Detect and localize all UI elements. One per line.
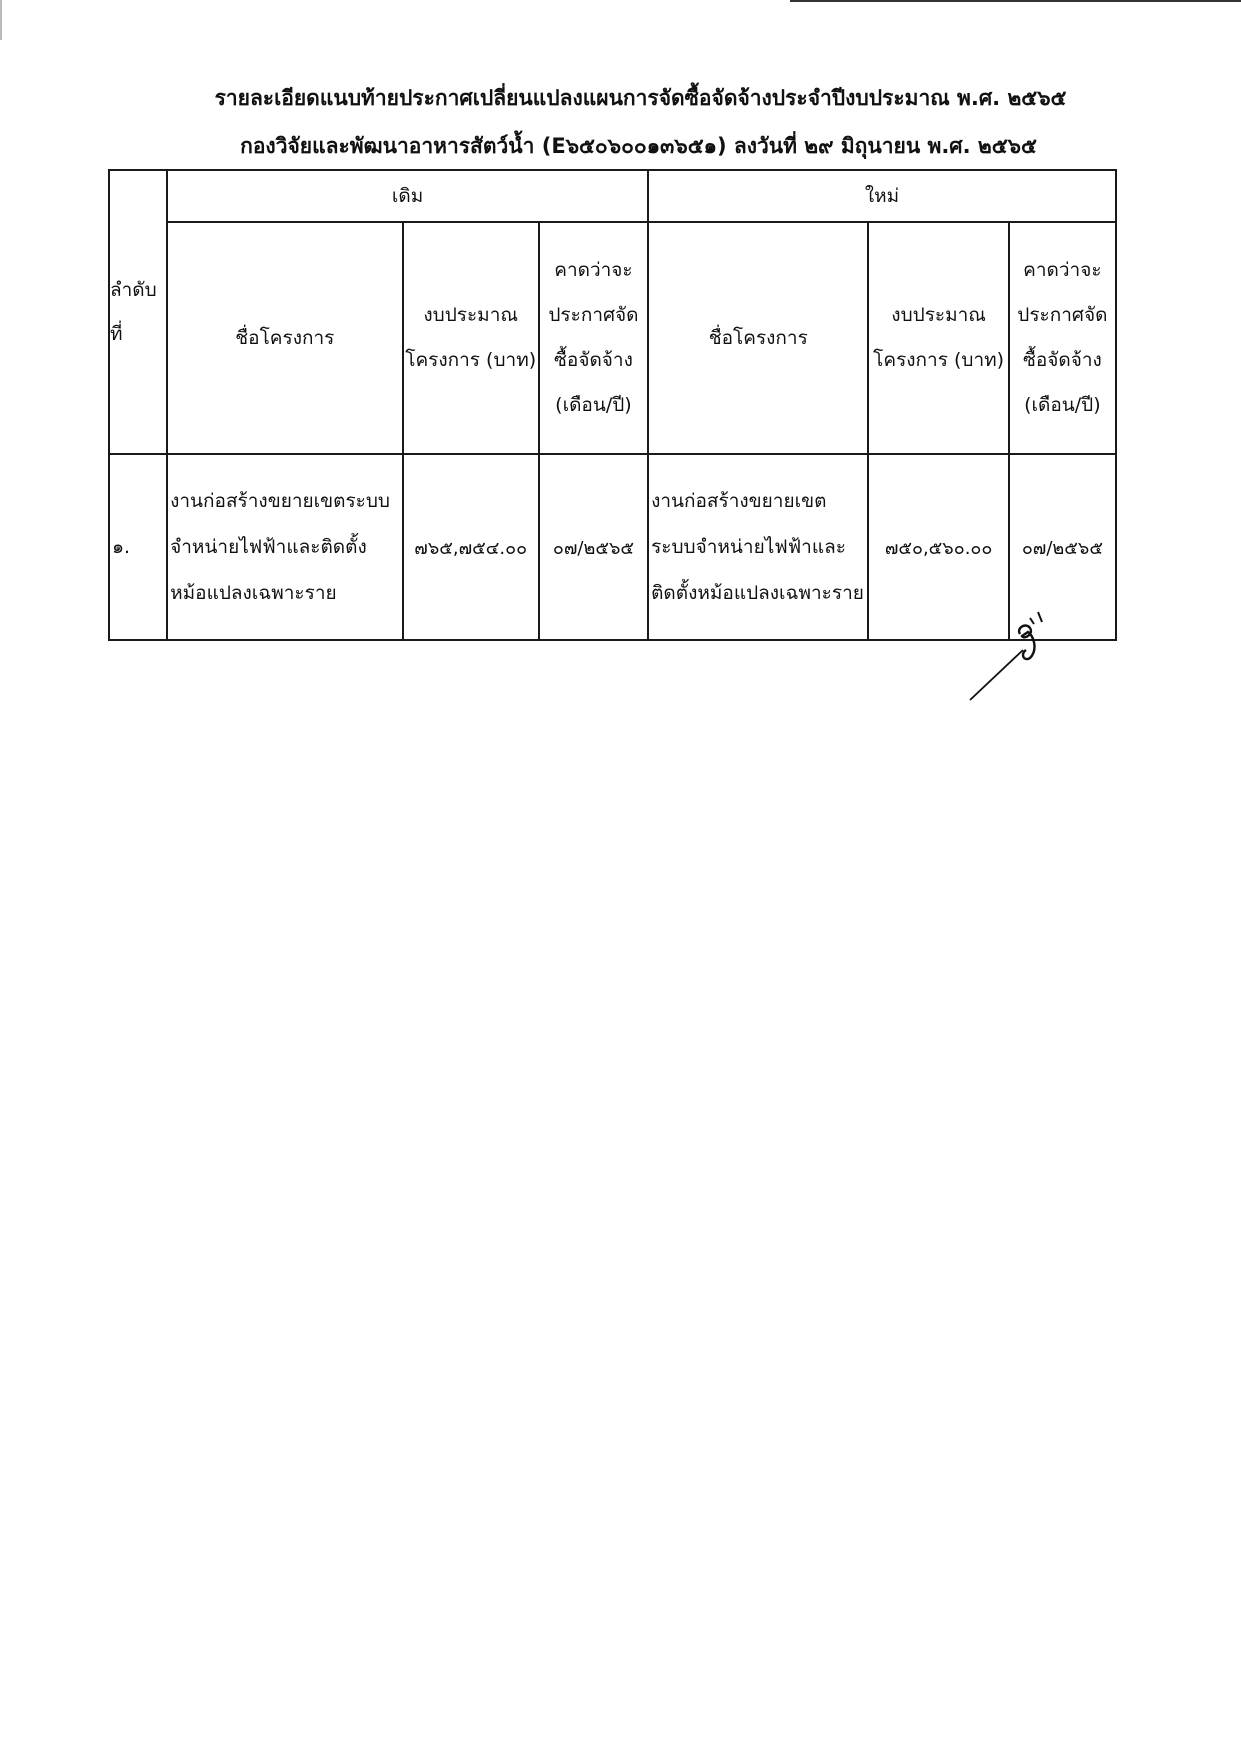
- document-title-line1: รายละเอียดแนบท้ายประกาศเปลี่ยนแปลงแผนการจัดซื้อจัดจ้างประจำปีงบประมาณ พ.ศ. ๒๕๖๕: [214, 86, 1067, 110]
- original-expected-date: ๐๗/๒๕๖๕: [539, 454, 648, 640]
- procurement-plan-table: [108, 169, 1117, 641]
- scan-edge-left: [0, 0, 2, 40]
- new-project-name: งานก่อสร้างขยายเขตระบบจำหน่ายไฟฟ้าและติดตั้งหม้อแปลงเฉพาะราย: [648, 454, 868, 640]
- table-row: [109, 454, 1116, 640]
- scan-edge-top: [790, 0, 1241, 2]
- original-expected-date-header: คาดว่าจะประกาศจัดซื้อจัดจ้าง (เดือน/ปี): [539, 222, 648, 454]
- original-budget-header: งบประมาณโครงการ (บาท): [403, 222, 539, 454]
- new-expected-date-header: คาดว่าจะประกาศจัดซื้อจัดจ้าง (เดือน/ปี): [1009, 222, 1116, 454]
- document-title-line2: กองวิจัยและพัฒนาอาหารสัตว์น้ำ (E๖๕๐๖๐๐๑๓๖๕๑) ลงวันที่ ๒๙ มิถุนายน พ.ศ. ๒๕๖๕: [240, 134, 1037, 158]
- seq-header-cell: [109, 170, 167, 454]
- seq-header: ลำดับที่: [110, 279, 157, 345]
- new-budget: ๗๕๐,๕๖๐.๐๐: [868, 454, 1008, 640]
- handwritten-signature-icon: [968, 598, 1068, 708]
- new-expected-date: ๐๗/๒๕๖๕: [1009, 454, 1116, 640]
- new-budget-header: งบประมาณโครงการ (บาท): [868, 222, 1008, 454]
- new-group-header: ใหม่: [648, 170, 1116, 222]
- new-project-name-header: ชื่อโครงการ: [648, 222, 868, 454]
- original-group-header: เดิม: [167, 170, 648, 222]
- original-budget: ๗๖๕,๗๕๔.๐๐: [403, 454, 539, 640]
- row-seq: ๑.: [109, 454, 167, 640]
- original-project-name: งานก่อสร้างขยายเขตระบบจำหน่ายไฟฟ้าและติดตั้งหม้อแปลงเฉพาะราย: [167, 454, 402, 640]
- original-project-name-header: ชื่อโครงการ: [167, 222, 402, 454]
